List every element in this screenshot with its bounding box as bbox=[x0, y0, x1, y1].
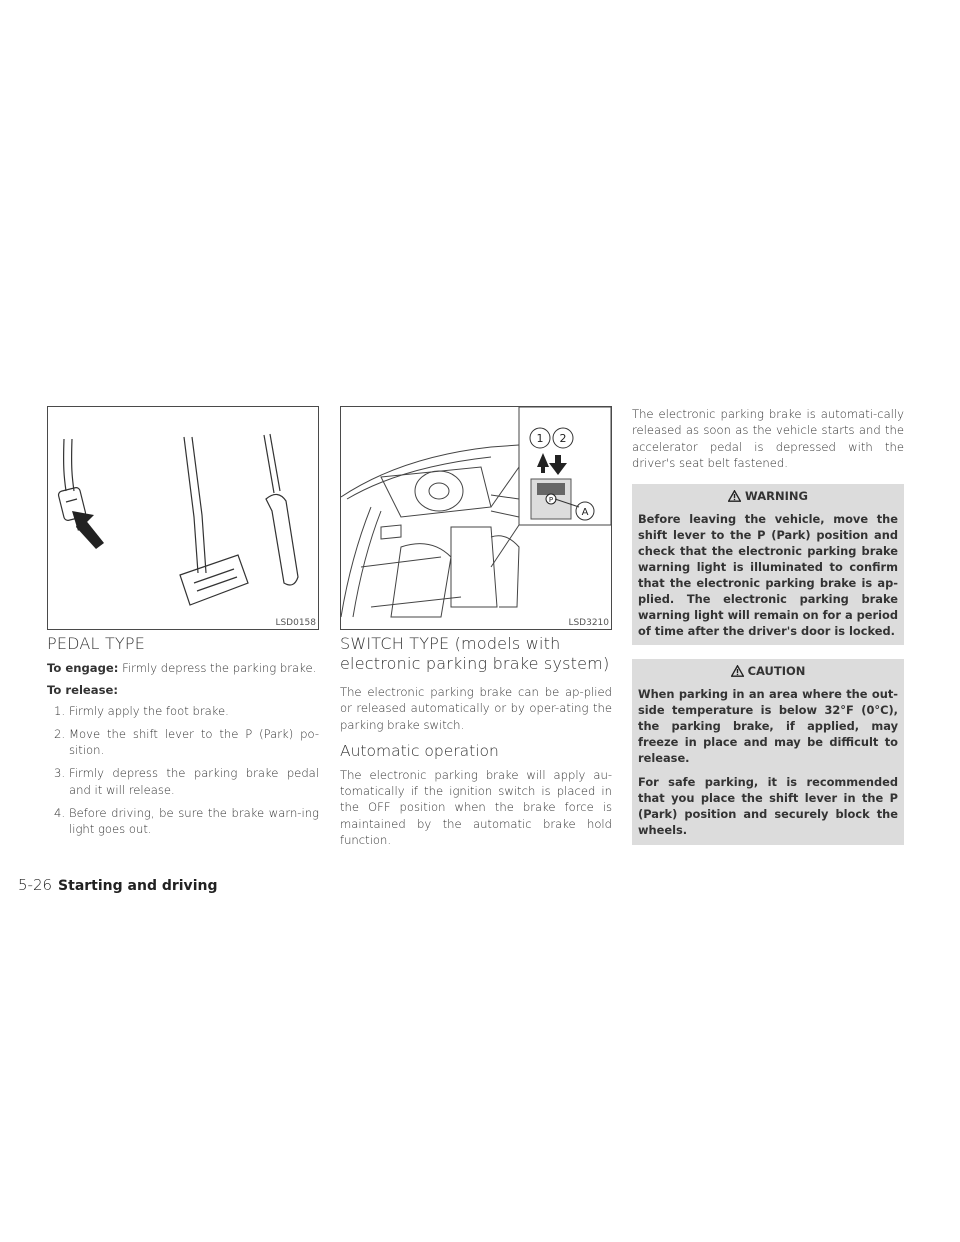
warning-triangle-icon bbox=[728, 490, 741, 502]
figure-id-left: LSD0158 bbox=[275, 618, 316, 628]
engage-paragraph bbox=[47, 660, 319, 676]
page-number: 5-26 bbox=[18, 876, 53, 894]
page-footer bbox=[18, 876, 217, 894]
automatic-text: The electronic parking brake will apply au-tomatically if the ignition switch is placed in the OFF position when the brake force is maintained by the automatic brake hold function. bbox=[340, 767, 612, 848]
engage-text: Firmly depress the parking brake. bbox=[118, 661, 317, 675]
caution-body bbox=[632, 683, 904, 844]
release-step: 1. Firmly apply the foot brake. bbox=[53, 703, 229, 718]
warning-text: Before leaving the vehicle, move the shift lever to the P (Park) position and check that the electronic parking brake warning light is illuminated to confirm that the electronic parking brake is ap-plied. The electronic parking brake warning light will remain on for a period of time after the driver's door is locked. bbox=[638, 512, 898, 638]
section-title: Starting and driving bbox=[58, 878, 218, 894]
right-column bbox=[632, 406, 904, 845]
release-intro: The electronic parking brake is automati-cally released as soon as the vehicle starts and the accelerator pedal is depressed with the driver's seat belt fastened. bbox=[632, 407, 904, 470]
release-steps bbox=[47, 703, 319, 838]
caution-title: CAUTION bbox=[747, 664, 806, 679]
caution-box bbox=[632, 659, 904, 844]
warning-title-bar bbox=[632, 484, 904, 508]
engage-label: To engage: bbox=[47, 661, 119, 675]
middle-column bbox=[340, 634, 612, 848]
heading-automatic-operation: Automatic operation bbox=[340, 741, 499, 760]
pedal-illustration bbox=[48, 407, 318, 629]
callout-one: 1 bbox=[536, 432, 544, 445]
warning-box bbox=[632, 484, 904, 645]
figure-pedal-type bbox=[47, 406, 319, 630]
release-step: 3. Firmly depress the parking brake pedal and it will release. bbox=[53, 766, 319, 797]
callout-a: A bbox=[581, 507, 589, 518]
release-step: 4. Before driving, be sure the brake warn-ing light goes out. bbox=[53, 806, 319, 837]
figure-switch-type bbox=[340, 406, 612, 630]
warning-title: WARNING bbox=[745, 489, 808, 504]
left-column bbox=[47, 634, 319, 845]
interior-illustration bbox=[341, 407, 611, 629]
warning-body bbox=[632, 508, 904, 645]
heading-switch-type: SWITCH TYPE (models with electronic parking brake system) bbox=[340, 634, 610, 673]
release-label: To release: bbox=[47, 683, 119, 698]
heading-pedal-type: PEDAL TYPE bbox=[47, 634, 146, 653]
caution-title-bar bbox=[632, 659, 904, 683]
figure-id-middle: LSD3210 bbox=[568, 618, 609, 628]
switch-intro: The electronic parking brake can be ap-plied or released automatically or by oper-ating the parking brake switch. bbox=[340, 685, 612, 732]
warning-triangle-icon bbox=[731, 665, 744, 677]
callout-two: 2 bbox=[559, 432, 567, 445]
caution-paragraph: For safe parking, it is recommended that you place the shift lever in the P (Park) position and securely block the wheels. bbox=[638, 774, 898, 837]
park-symbol: P bbox=[548, 496, 554, 504]
release-step: 2. Move the shift lever to the P (Park) po-sition. bbox=[53, 726, 319, 758]
caution-paragraph: When parking in an area where the out-side temperature is below 32°F (0°C), the parking brake, if applied, may freeze in place and may be difficult to release. bbox=[638, 687, 898, 766]
